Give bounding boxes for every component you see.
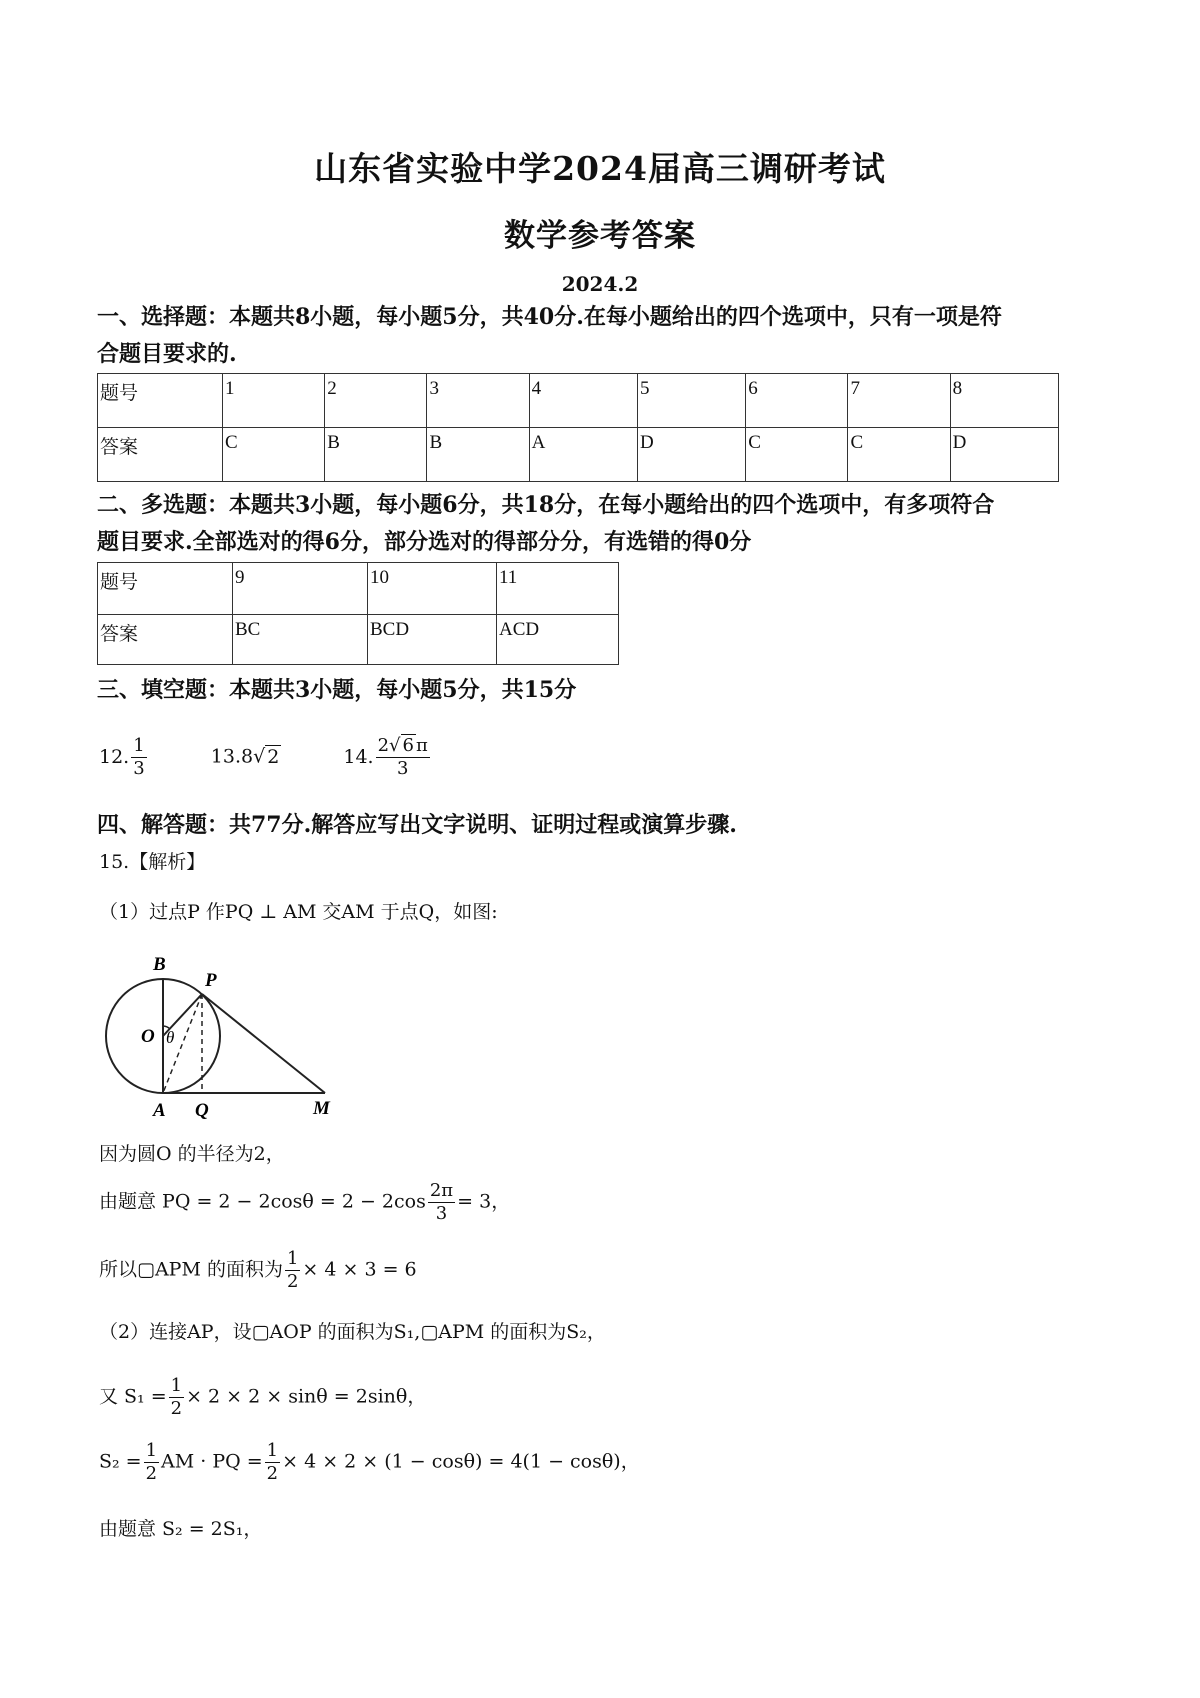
denominator: 2 (266, 1463, 279, 1484)
radicand: 6 (402, 735, 414, 756)
table-cell: C (848, 428, 950, 482)
denominator: 3 (435, 1203, 448, 1224)
table-cell: 3 (427, 374, 529, 428)
page-title: 山东省实验中学2024届高三调研考试 (314, 149, 886, 188)
table-cell: BCD (368, 615, 497, 665)
table-cell: BC (233, 615, 368, 665)
denominator: 2 (170, 1398, 183, 1419)
radicand: 2 (267, 745, 280, 768)
pq-equation (99, 1180, 510, 1225)
denominator: 2 (286, 1271, 299, 1292)
table-row (98, 563, 619, 615)
s2-equation-mid: AM · PQ = (161, 1450, 263, 1473)
table-cell: 2 (325, 374, 427, 428)
row-label-number: 题号 (98, 374, 223, 428)
section2-answer-table (97, 562, 619, 665)
q15-title: 15.【解析】 (99, 851, 206, 873)
table-cell: D (950, 428, 1058, 482)
s1-equation (99, 1375, 426, 1420)
table-cell: A (529, 428, 637, 482)
numerator: 2π (429, 1180, 454, 1201)
section1-heading-line2: 合题目要求的. (97, 341, 237, 367)
area-equation-text: 所以▢APM 的面积为 (99, 1258, 283, 1281)
coefficient: 2 (377, 735, 390, 756)
table-cell: D (637, 428, 745, 482)
denominator: 3 (133, 758, 145, 779)
section3-heading: 三、填空题：本题共3小题，每小题5分，共15分 (97, 677, 577, 703)
answer-14 (343, 735, 431, 779)
page-date: 2024.2 (561, 272, 639, 296)
numerator: 1 (170, 1375, 183, 1396)
page-subtitle: 数学参考答案 (504, 218, 696, 254)
label-B: B (153, 954, 166, 975)
row-label-answer: 答案 (98, 615, 233, 665)
fraction (285, 1248, 300, 1293)
numerator: 1 (145, 1440, 158, 1461)
pi-symbol: π (415, 735, 428, 756)
table-row (98, 374, 1059, 428)
table-row (98, 615, 619, 665)
sqrt-icon: √ (389, 735, 401, 756)
s1-equation-result: × 2 × 2 × sinθ = 2sinθ， (186, 1385, 427, 1408)
section2-heading-line2: 题目要求.全部选对的得6分，部分选对的得部分分，有选错的得0分 (97, 529, 752, 555)
q15-part1-line: （1）过点P 作PQ ⊥ AM 交AM 于点Q，如图: (99, 901, 498, 923)
table-cell: 10 (368, 563, 497, 615)
fraction (131, 735, 146, 780)
table-cell: B (325, 428, 427, 482)
fill-in-answers (99, 735, 432, 780)
denominator: 3 (396, 758, 409, 779)
s2-equation-text: S₂ = (99, 1450, 142, 1473)
section4-heading: 四、解答题：共77分.解答应写出文字说明、证明过程或演算步骤. (97, 812, 737, 838)
fraction (169, 1375, 184, 1420)
section1-heading-line1: 一、选择题：本题共8小题，每小题5分，共40分.在每小题给出的四个选项中，只有一项是符 (97, 304, 1002, 330)
geometry-figure (95, 948, 335, 1128)
coefficient: 8 (240, 745, 254, 768)
label-P: P (205, 970, 217, 991)
table-cell: 4 (529, 374, 637, 428)
fraction (376, 735, 430, 780)
pq-equation-text: 由题意 PQ = 2 − 2cosθ = 2 − 2cos (99, 1190, 426, 1213)
radius-line: 因为圆O 的半径为2， (99, 1143, 285, 1165)
fraction (428, 1180, 455, 1225)
table-cell: 9 (233, 563, 368, 615)
numerator: 1 (286, 1248, 299, 1269)
answer-12-label: 12. (99, 745, 130, 768)
table-row (98, 428, 1059, 482)
s1-equation-text: 又 S₁ = (99, 1385, 167, 1408)
label-O: O (141, 1026, 155, 1047)
denominator: 2 (145, 1463, 158, 1484)
answer-14-label: 14. (343, 745, 374, 768)
answer-12 (99, 735, 155, 779)
section1-answer-table (97, 373, 1059, 482)
row-label-number: 题号 (98, 563, 233, 615)
row-label-answer: 答案 (98, 428, 223, 482)
final-line: 由题意 S₂ = 2S₁， (99, 1518, 263, 1540)
numerator: 1 (266, 1440, 279, 1461)
answer-13 (211, 745, 288, 768)
q15-part2-line: （2）连接AP，设▢AOP 的面积为S₁,▢APM 的面积为S₂， (99, 1321, 606, 1343)
table-cell: 5 (637, 374, 745, 428)
table-cell: ACD (497, 615, 619, 665)
table-cell: 11 (497, 563, 619, 615)
label-Q: Q (195, 1100, 209, 1121)
table-cell: 8 (950, 374, 1058, 428)
numerator: 1 (133, 735, 145, 756)
label-A: A (153, 1100, 166, 1121)
area-equation-result: × 4 × 3 = 6 (302, 1258, 417, 1281)
fraction (144, 1440, 159, 1485)
fraction (265, 1440, 280, 1485)
label-theta: θ (166, 1028, 175, 1047)
table-cell: 7 (848, 374, 950, 428)
s2-equation (99, 1440, 640, 1485)
s2-equation-result: × 4 × 2 × (1 − cosθ) = 4(1 − cosθ)， (282, 1450, 640, 1473)
table-cell: C (746, 428, 848, 482)
table-cell: C (223, 428, 325, 482)
answer-13-label: 13. (210, 745, 241, 768)
sqrt-icon: √ (253, 745, 266, 768)
table-cell: 1 (223, 374, 325, 428)
table-cell: 6 (746, 374, 848, 428)
table-cell: B (427, 428, 529, 482)
area-equation (99, 1248, 417, 1293)
section2-heading-line1: 二、多选题：本题共3小题，每小题6分，共18分，在每小题给出的四个选项中，有多项符合 (97, 492, 995, 518)
label-M: M (313, 1098, 330, 1119)
pq-equation-result: = 3， (457, 1190, 511, 1213)
